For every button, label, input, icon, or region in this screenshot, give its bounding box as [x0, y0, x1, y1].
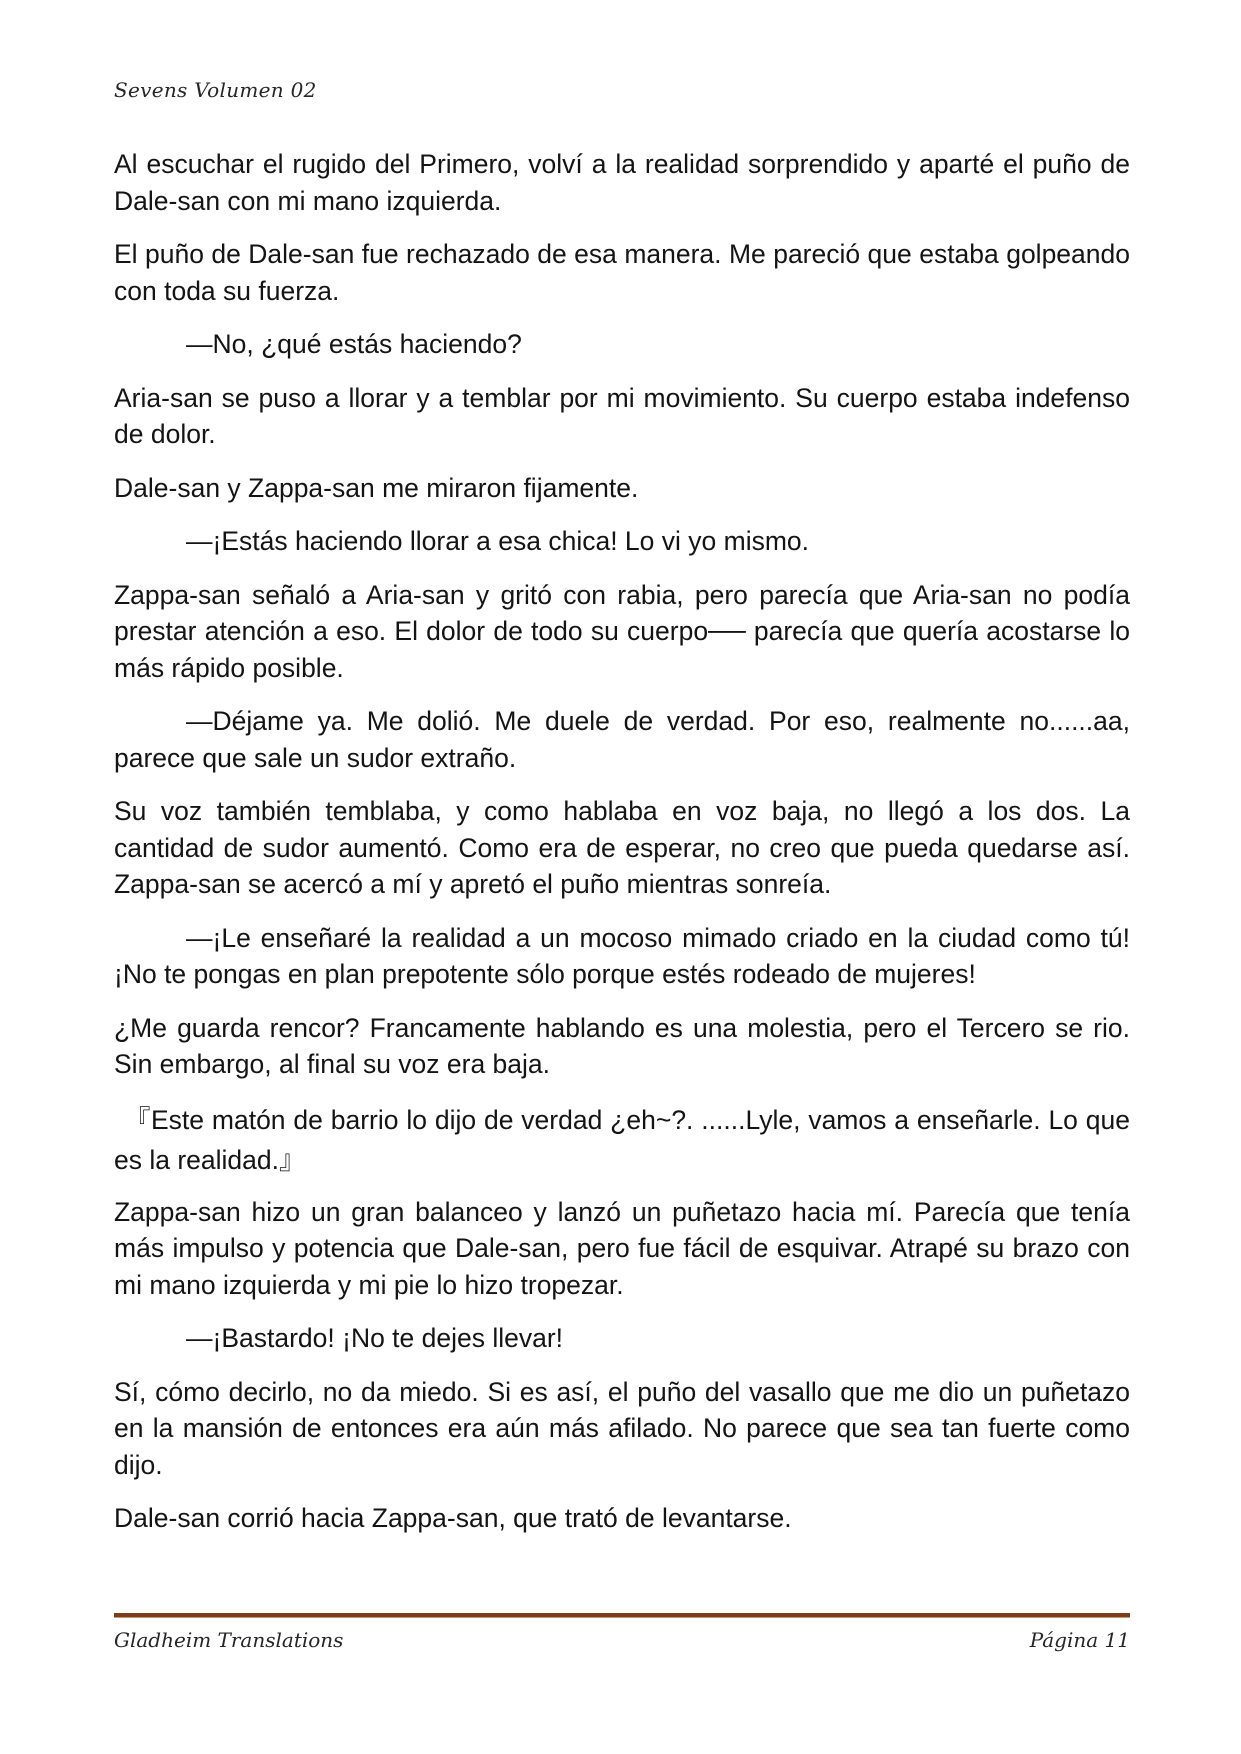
paragraph: Zappa-san hizo un gran balanceo y lanzó un puñetazo hacia mí. Parecía que tenía más impulso y potencia que Dale-san, pero fue fácil de esquivar. Atrapé su brazo con mi mano izquierda y mi pie lo hizo tropezar. [114, 1196, 1130, 1300]
dialogue-line: —¡Bastardo! ¡No te dejes llevar! [186, 1323, 564, 1353]
paragraph: Sí, cómo decirlo, no da miedo. Si es así, el puño del vasallo que me dio un puñetazo en la mansión de entonces era aún más afilado. No parece que sea tan fuerte como dijo. [114, 1376, 1130, 1480]
paragraph: Zappa-san señaló a Aria-san y gritó con rabia, pero parecía que Aria-san no podía prestar atención a eso. El dolor de todo su cuerpo── parecía que quería acostarse lo más rápido posible. [114, 579, 1130, 683]
dialogue-line: —¡Estás haciendo llorar a esa chica! Lo vi yo mismo. [186, 526, 810, 556]
dialogue-line: —Déjame ya. Me dolió. Me duele de verdad. Por eso, realmente no......aa, parece que sale un sudor extraño. [114, 706, 1130, 773]
footer-credit: Gladheim Translations [114, 1628, 344, 1652]
dialogue-line: —No, ¿qué estás haciendo? [186, 329, 522, 359]
footer-divider [114, 1613, 1130, 1618]
paragraph: Su voz también temblaba, y como hablaba en voz baja, no llegó a los dos. La cantidad de sudor aumentó. Como era de esperar, no creo que pueda quedarse así. Zappa-san se acercó a mí y apretó el puño mientras sonreía. [114, 796, 1130, 899]
paragraph: El puño de Dale-san fue rechazado de esa manera. Me pareció que estaba golpeando con toda su fuerza. [114, 239, 1130, 306]
page-number: Página 11 [1029, 1628, 1130, 1652]
paragraph: Aria-san se puso a llorar y a temblar por mi movimiento. Su cuerpo estaba indefenso de dolor. [114, 382, 1130, 449]
paragraph: Dale-san y Zappa-san me miraron fijamente. [114, 472, 639, 503]
running-header: Sevens Volumen 02 [114, 78, 317, 102]
paragraph: Al escuchar el rugido del Primero, volví a la realidad sorprendido y aparté el puño de Dale-san con mi mano izquierda. [114, 149, 1130, 216]
paragraph: Dale-san corrió hacia Zappa-san, que trató de levantarse. [114, 1503, 792, 1533]
page-body [114, 146, 1130, 1554]
paragraph: ¿Me guarda rencor? Francamente hablando es una molestia, pero el Tercero se rio. Sin embargo, al final su voz era baja. [114, 1012, 1130, 1079]
telepathic-quote: 『Este matón de barrio lo dijo de verdad ¿eh~?. ......Lyle, vamos a enseñarle. Lo que es la realidad.』 [114, 1104, 1130, 1175]
dialogue-line: —¡Le enseñaré la realidad a un mocoso mimado criado en la ciudad como tú! ¡No te pongas en plan prepotente sólo porque estés rodeado de mujeres! [114, 922, 1130, 989]
